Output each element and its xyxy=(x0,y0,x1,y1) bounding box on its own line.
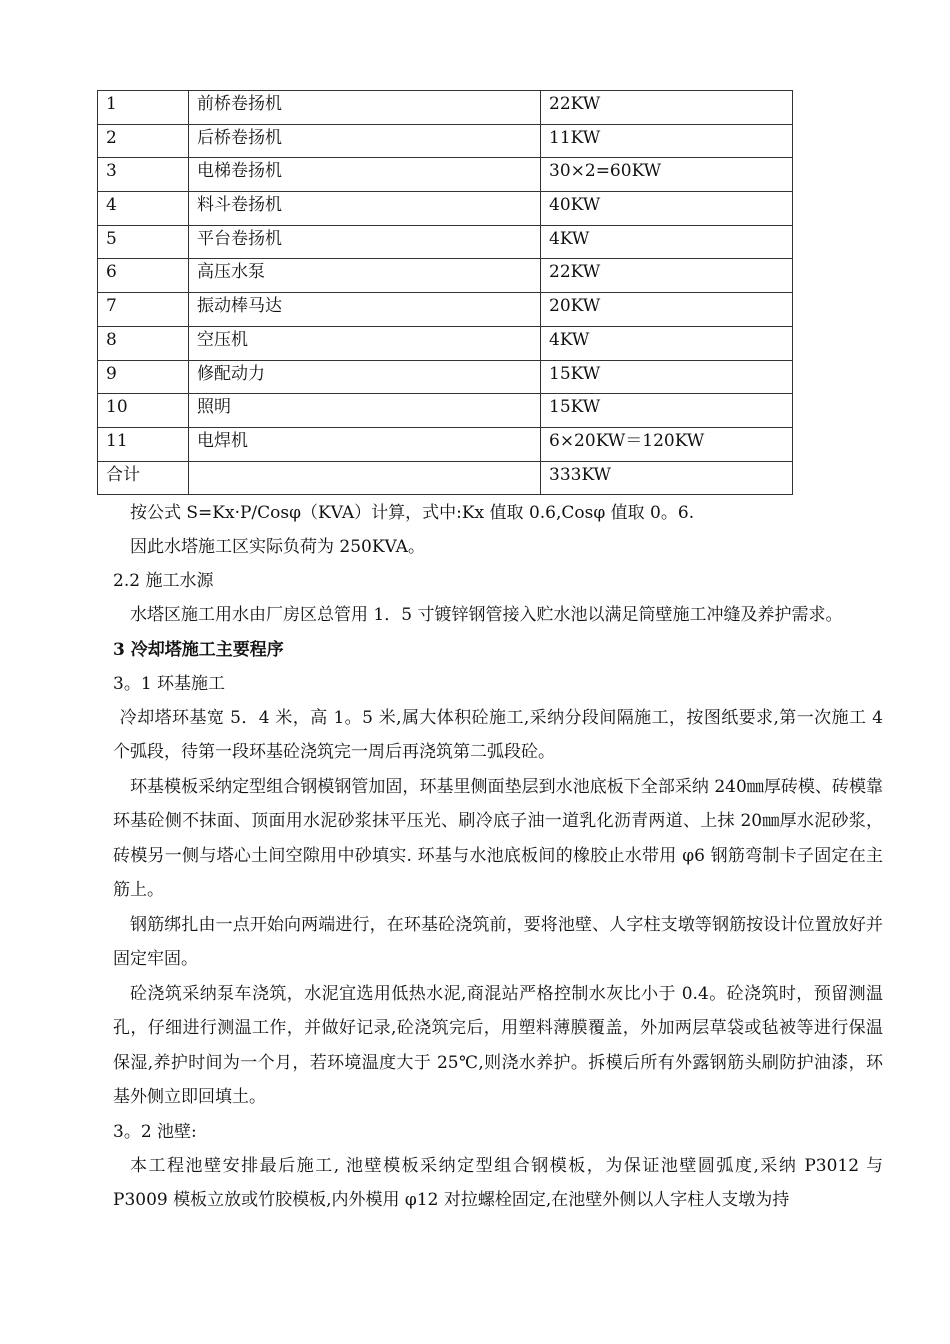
equipment-name-cell: 修配动力 xyxy=(189,360,541,394)
paragraph-pool-wall: 本工程池壁安排最后施工, 池壁模板采纳定型组合钢模板，为保证池壁圆弧度,采纳 P3012 与 P3009 模板立放或竹胶模板,内外模用 φ12 对拉螺栓固定,在池壁外侧以人字柱人支墩为持 xyxy=(113,1155,883,1210)
equipment-name-cell: 平台卷扬机 xyxy=(189,225,541,259)
power-cell: 40KW xyxy=(541,192,793,226)
load-result-text: 因此水塔施工区实际负荷为 250KVA。 xyxy=(130,537,425,557)
equipment-name-cell: 高压水泵 xyxy=(189,259,541,293)
equipment-name-cell xyxy=(189,461,541,495)
row-number-cell: 3 xyxy=(98,158,189,192)
power-cell: 333KW xyxy=(541,461,793,495)
heading-water-source: 2.2 施工水源 xyxy=(113,571,214,591)
paragraph-water-source: 水塔区施工用水由厂房区总管用 1．5 寸镀锌钢管接入贮水池以满足筒壁施工冲缝及养护需求。 xyxy=(130,605,843,625)
body-text xyxy=(113,496,883,1218)
table-row xyxy=(98,91,793,125)
row-number-cell: 9 xyxy=(98,360,189,394)
equipment-name-cell: 前桥卷扬机 xyxy=(189,91,541,125)
row-number-cell: 2 xyxy=(98,124,189,158)
row-number-cell: 6 xyxy=(98,259,189,293)
table-row xyxy=(98,326,793,360)
row-number-cell: 11 xyxy=(98,427,189,461)
power-cell: 22KW xyxy=(541,259,793,293)
power-cell: 4KW xyxy=(541,326,793,360)
table-row xyxy=(98,293,793,327)
power-cell: 22KW xyxy=(541,91,793,125)
heading-ring-foundation: 3。1 环基施工 xyxy=(113,673,226,694)
equipment-name-cell: 空压机 xyxy=(189,326,541,360)
row-number-cell: 5 xyxy=(98,225,189,259)
power-cell: 4KW xyxy=(541,225,793,259)
equipment-name-cell: 照明 xyxy=(189,394,541,428)
table-row xyxy=(98,158,793,192)
load-table xyxy=(97,90,793,495)
power-cell: 20KW xyxy=(541,293,793,327)
table-row xyxy=(98,192,793,226)
table-row xyxy=(98,394,793,428)
equipment-name-cell: 电梯卷扬机 xyxy=(189,158,541,192)
row-number-cell: 7 xyxy=(98,293,189,327)
equipment-name-cell: 电焊机 xyxy=(189,427,541,461)
equipment-name-cell: 后桥卷扬机 xyxy=(189,124,541,158)
table-row xyxy=(98,225,793,259)
row-number-cell: 4 xyxy=(98,192,189,226)
heading-main-procedure: 3 冷却塔施工主要程序 xyxy=(113,639,284,660)
table-row xyxy=(98,124,793,158)
table-row xyxy=(98,259,793,293)
power-cell: 11KW xyxy=(541,124,793,158)
equipment-name-cell: 振动棒马达 xyxy=(189,293,541,327)
row-number-cell: 10 xyxy=(98,394,189,428)
paragraph-ring-concrete: 砼浇筑采纳泵车浇筑，水泥宜选用低热水泥,商混站严格控制水灰比小于 0.4。砼浇筑时，预留测温孔，仔细进行测温工作，并做好记录,砼浇筑完后，用塑料薄膜覆盖，外加两层草袋或毡被等进行保温保湿,养护时间为一个月，若环境温度大于 25℃,则浇水养护。拆模后所有外露钢筋头刷防护油漆，环基外侧立即回填土。 xyxy=(113,983,883,1107)
power-cell: 30×2=60KW xyxy=(541,158,793,192)
table-row xyxy=(98,427,793,461)
heading-pool-wall: 3。2 池壁: xyxy=(113,1121,197,1142)
formula-text: 按公式 S=Kx·P/Cosφ（KVA）计算，式中:Kx 值取 0.6,Cosφ 值取 0。6. xyxy=(130,503,695,523)
row-number-cell: 合计 xyxy=(98,461,189,495)
table-row xyxy=(98,461,793,495)
power-cell: 15KW xyxy=(541,360,793,394)
equipment-name-cell: 料斗卷扬机 xyxy=(189,192,541,226)
paragraph-ring-formwork: 环基模板采纳定型组合钢模钢管加固，环基里侧面垫层到水池底板下全部采纳 240㎜厚砖模、砖模靠环基砼侧不抹面、顶面用水泥砂浆抹平压光、刷冷底子油一道乳化沥青两道、上抹 20㎜厚水泥砂浆，砖模另一侧与塔心土间空隙用中砂填实. 环基与水池底板间的橡胶止水带用 φ6 钢筋弯制卡子固定在主筋上。 xyxy=(113,776,883,900)
power-cell: 6×20KW＝120KW xyxy=(541,427,793,461)
row-number-cell: 1 xyxy=(98,91,189,125)
table-row xyxy=(98,360,793,394)
paragraph-ring-dimensions: 冷却塔环基宽 5．4 米，高 1。5 米,属大体积砼施工,采纳分段间隔施工，按图纸要求,第一次施工 4 个弧段，待第一段环基砼浇筑完一周后再浇筑第二弧段砼。 xyxy=(113,707,883,762)
load-table-body xyxy=(98,91,793,495)
paragraph-ring-rebar: 钢筋绑扎由一点开始向两端进行，在环基砼浇筑前，要将池壁、人字柱支墩等钢筋按设计位置放好并固定牢固。 xyxy=(113,914,883,969)
power-cell: 15KW xyxy=(541,394,793,428)
row-number-cell: 8 xyxy=(98,326,189,360)
